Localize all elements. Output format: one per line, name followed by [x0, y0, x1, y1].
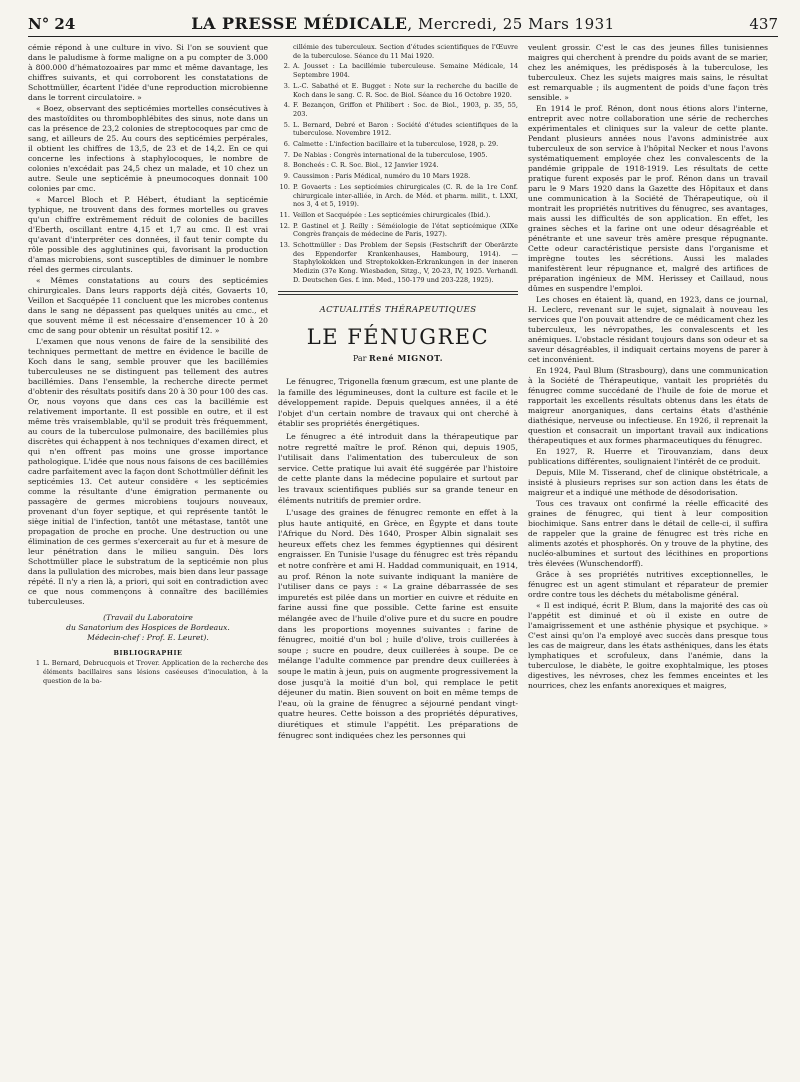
reference-text: L. Bernard, Debrucquois et Trover. Application de la recherche des éléments bacillaires sans lésions caséeuses d'inoculation, à la question de la ba-: [43, 659, 268, 685]
reference-number: 11.: [279, 210, 290, 219]
reference-number: 6.: [283, 140, 290, 149]
paragraph: « Marcel Bloch et P. Hébert, étudiant la septicémie typhique, ne trouvent dans des formes mortelles ou graves qu'un chiffre extrêmement réduit de colonies de bacilles d'Eberth, oscillant entre 4,15 et 1,7 au cmc. Il est vrai qu'avant d'interpréter ces données, il faut tenir compte du rôle possible des agglutinines qui, favorisant la production d'amas microbiens, sont susceptibles de diminuer le nombre réel des germes circulants.: [28, 195, 268, 274]
reference-text: P. Govaerts : Les septicémies chirurgicales (C. R. de la 1re Conf. chirurgicale inter-alliée, in Arch. de Méd. et pharm. milit., t. LXXI, nos 3, 4 et 5, 1919).: [293, 182, 518, 209]
reference-text: Veillon et Sacquépée : Les septicémies chirurgicales (Ibid.).: [293, 210, 491, 219]
reference-text: A. Jousset : La bacillémie tuberculeuse. Semaine Médicale, 14 Septembre 1904.: [293, 62, 518, 80]
reference-number: 10.: [279, 182, 290, 191]
issue-number: N° 24: [28, 15, 76, 33]
paragraph: Le fénugrec, Trigonella fœnum græcum, est une plante de la famille des légumineuses, dont la culture est facile et le développement rapide. Depuis quelques années, il a été l'objet d'un certain nombre de travaux qui ont cherché à établir ses propriétés énergétiques.: [278, 376, 518, 429]
page-number: 437: [749, 15, 778, 33]
reference-item: [278, 101, 518, 118]
reference-text: F. Bezançon, Griffon et Philibert : Soc. de Biol., 1903, p. 35, 55, 203.: [293, 101, 518, 118]
reference-item: [278, 211, 518, 220]
publication-title: LA PRESSE MÉDICALE: [191, 14, 408, 33]
paragraph: « Mêmes constatations au cours des septicémies chirurgicales. Dans leurs rapports déjà cités, Govaerts 10, Veillon et Sacquépée 11 concluent que les microbes contenus dans le sang ne dépassent pas quelques unités au cmc., et que souvent même il est nécessaire d'ensemencer 10 à 20 cmc de sang pour obtenir un résultat positif 12. »: [28, 276, 268, 335]
byline: [278, 353, 518, 365]
reference-text: L. Bernard, Debré et Baron : Société d'études scientifiques de la tuberculose. Novembre 1912.: [293, 120, 518, 138]
paragraph: En 1924, Paul Blum (Strasbourg), dans une communication à la Société de Thérapeutique, vantait les propriétés du fénugrec comme succédané de l'huile de foie de morue et rapportait les excellents résultats obtenus dans les états de maigreur anorganiques, dans certains états d'asthénie diathésique, nerveuse ou infectieuse. En 1926, il reprenait la question et consacrait un important travail aux indications thérapeutiques et aux formes pharmaceutiques du fénugrec.: [528, 366, 768, 445]
reference-item: [278, 183, 518, 209]
reference-item: [278, 222, 518, 239]
reference-item: [278, 43, 518, 60]
paragraph: Les choses en étaient là, quand, en 1923, dans ce journal, H. Leclerc, revenant sur le sujet, signalait à nouveau les services que l'on pouvait attendre de ce médicament chez les tuberculeux, les névropathes, les convalescents et les anémiques. L'obstacle résidant toujours dans son odeur et sa saveur désagréables, il indiquait certains moyens de parer à cet inconvénient.: [528, 295, 768, 364]
reference-text: De Nabias : Congrès international de la tuberculose, 1905.: [293, 150, 488, 159]
reference-number: 8.: [283, 161, 290, 170]
reference-item: [278, 151, 518, 160]
paragraph: L'examen que nous venons de faire de la sensibilité des techniques permettant de mettre en évidence le bacille de Koch dans le sang, semble prouver que les bacillémies tuberculeuses ne se distinguent pas tellement des autres bacillémies. Dans l'ensemble, la recherche directe permet d'obtenir des résultats positifs dans 20 à 30 pour 100 des cas. Or, nous voyons que dans ces cas la bacillémie est relativement importante. Il est possible en outre, et il est même très vraisemblable, qu'il se produit très fréquemment, au cours de la tuberculose pulmonaire, des bacillémies plus discrètes qui échappent à nos techniques d'examen direct, et qui n'en offrent pas moins une grosse importance pathologique. L'idée que nous nous faisons de ces bacillémies cadre parfaitement avec la façon dont Schottmüller définit les septicémies 13. Cet auteur considère « les septicémies comme la résultante d'une émigration permanente ou passagère de germes microbiens toujours nouveaux, provenant d'un foyer septique, et qui représente tantôt le siège initial de l'infection, tantôt une métastase, tantôt une propagation de proche en proche. Une destruction ou une élimination de ces germes s'exercerait au fur et à mesure de leur pénétration dans le milieu sanguin. Dès lors Schottmüller place le substratum de la septicémie non plus dans la pullulation des microbes, mais bien dans leur passage répété. Il n'y a rien là, a priori, qui soit en contradiction avec ce que nous commençons à connaître des bacillémies tuberculeuses.: [28, 337, 268, 606]
byline-prefix: Par: [352, 354, 367, 364]
reference-item: [278, 121, 518, 138]
text-columns: [28, 43, 778, 743]
reference-list: [278, 43, 518, 285]
reference-item: [278, 241, 518, 285]
reference-text: Calmette : L'infection bacillaire et la tuberculose, 1928, p. 29.: [293, 140, 499, 149]
reference-text: Schottmüller : Das Problem der Sepsis (Festschrift der Oberärzte des Eppendorfer Krankenhauses, Hambourg, 1914). — Staphylokokken und Streptokokken-Erkrankungen in der inneren Medizin (37e Kong. Wiesbaden, Sitzg., V, 20-23, IV, 1925. Verhandl. D. Deutschen Ges. f. inn. Med., 150-179 und 203-228, 1925).: [293, 241, 518, 284]
masthead: [191, 14, 614, 33]
paragraph: veulent grossir. C'est le cas des jeunes filles tunisiennes maigres qui cherchent à prendre du poids avant de se marier, chez les anémiques, les prédisposés à la tuberculose, les tuberculeux. Chez les sujets maigres mais sains, le résultat est remarquable ; ils augmentent de poids d'une façon très sensible. »: [528, 43, 768, 102]
section-kicker: ACTUALITÉS THÉRAPEUTIQUES: [319, 304, 477, 315]
work-credit-line: du Sanatorium des Hospices de Bordeaux.: [66, 623, 230, 632]
reference-item: [278, 140, 518, 149]
bibliography-heading: BIBLIOGRAPHIE: [113, 649, 183, 657]
paragraph: « Boez, observant des septicémies mortelles consécutives à des mastoïdites ou thrombophlébites des sinus, note dans un cas la présence de 23,2 colonies de streptocoques par cmc de sang, et ailleurs de 25. Au cours des septicémies perpérales, il obtient les chiffres de 13,5, de 23 et de 14,2. En ce qui concerne les infections à staphylocoques, le nombre de colonies n'excédait pas 24,5 chez un malade, et 10 chez un autre. Seule une septicémie à pneumocoques donnait 100 colonies par cmc.: [28, 104, 268, 193]
reference-number: 13.: [279, 241, 290, 250]
reference-number: 12.: [279, 221, 290, 230]
paragraph: Depuis, Mlle M. Tisserand, chef de clinique obstétricale, a insisté à plusieurs reprises sur son action dans les états de maigreur et a indiqué une méthode de désodorisation.: [528, 468, 768, 497]
column-middle: [278, 43, 518, 743]
reference-text: L.-C. Sabathé et E. Bugget : Note sur la recherche du bacille de Koch dans le sang. C. R. Soc. de Biol. Séance du 16 Octobre 1920.: [293, 81, 518, 99]
paragraph: Grâce à ses propriétés nutritives exceptionnelles, le fénugrec est un agent stimulant et réparateur de premier ordre contre tous les déchets du métabolisme général.: [528, 570, 768, 599]
author-name: René MIGNOT.: [369, 353, 444, 364]
reference-list: [28, 659, 268, 685]
reference-number: 7.: [283, 150, 290, 159]
reference-text: P. Gastinel et J. Reilly : Séméiologie de l'état septicémique (XIXe Congrès français de médecine de Paris, 1927).: [293, 221, 518, 239]
work-credit: [28, 613, 268, 643]
reference-number: 3.: [283, 81, 290, 90]
reference-number: 2.: [283, 62, 290, 71]
reference-text: Boncheés : C. R. Soc. Biol., 12 Janvier 1924.: [293, 161, 439, 170]
paragraph: cémie répond à une culture in vivo. Si l'on se souvient que dans le paludisme à forme maligne on a pu compter de 3.000 à 800.000 d'hématozoaires par mmc et même davantage, les chiffres suivants, et qui corroborent les constatations de Schottmüller, écartent l'idée d'une reproduction microbienne dans le torrent circulatoire. »: [28, 43, 268, 102]
article-body: [278, 377, 518, 741]
column-right: [528, 43, 768, 743]
article-title: LE FÉNUGREC: [306, 324, 490, 349]
column-left: [28, 43, 268, 743]
paragraph: En 1914 le prof. Rénon, dont nous étions alors l'interne, entreprit avec notre collaboration une série de recherches expérimentales et cliniques sur la valeur de cette plante. Pendant plusieurs années nous l'avons administrée aux tuberculeux de son service à l'hôpital Necker et nous l'avons systématiquement employée chez les convalescents de la pandémie grippale de 1918-1919. Les résultats de cette pratique furent exposés par le prof. Rénon dans un travail paru le 9 Mars 1920 dans la Gazette des Hôpitaux et dans une communication à la Société de Thérapeutique, où il montrait les propriétés nutritives du fénugrec, ses avantages, mais aussi les difficultés de son application. En effet, les graines sèches et la farine ont une odeur désagréable et pénétrante et une saveur très amère presque répugnante. Cette odeur caractéristique persiste dans l'organisme et imprègne toutes les sécrétions. Aussi les malades manifestèrent leur répugnance et, malgré des artifices de préparation ingénieux de MM. Herissey et Caillaud, nous dûmes en suspendre l'emploi.: [528, 104, 768, 293]
reference-number: [278, 43, 290, 60]
reference-text: cillémie des tuberculeux. Section d'études scientifiques de l'Œuvre de la tuberculose. Séance du 11 Mai 1920.: [293, 43, 518, 60]
paragraph: Le fénugrec a été introduit dans la thérapeutique par notre regretté maître le prof. Rénon qui, depuis 1905, l'utilisait dans l'alimentation des tuberculeux de son service. Cette pratique lui avait été suggérée par l'histoire de cette plante dans la médecine populaire et surtout par les travaux scientifiques publiés sur sa grande teneur en éléments nutritifs de premier ordre.: [278, 431, 518, 505]
reference-item: [278, 62, 518, 79]
reference-item: [278, 82, 518, 99]
work-credit-line: (Travail du Laboratoire: [103, 613, 193, 622]
reference-item: [28, 659, 268, 685]
paragraph: En 1927, R. Huerre et Tirouvanziam, dans deux publications différentes, soulignaient l'intérêt de ce produit.: [528, 447, 768, 466]
paragraph: « Il est indiqué, écrit P. Blum, dans la majorité des cas où l'appétit est diminué et où il existe en outre de l'amaigrissement et une asthénie physique et psychique. » C'est ainsi qu'on l'a employé avec succès dans presque tous les cas de maigreur, dans les états asthéniques, dans les états lymphatiques et scrofuleux, dans l'anémie, dans la tuberculose, le diabète, le goitre exophtalmique, les ptoses digestives, les névroses, chez les femmes enceintes et les nourrices, chez les enfants anorexiques et maigres,: [528, 601, 768, 690]
running-header: [28, 14, 778, 37]
reference-number: 5.: [283, 120, 290, 129]
reference-text: Caussimon : Paris Médical, numéro du 10 Mars 1928.: [293, 172, 471, 181]
paragraph: L'usage des graines de fénugrec remonte en effet à la plus haute antiquité, en Grèce, en Égypte et dans toute l'Afrique du Nord. Dès 1640, Prosper Albin signalait ses heureux effets chez les femmes égyptiennes qui désirent engraisser. En Tunisie l'usage du fénugrec est très répandu et notre confrère et ami H. Haddad communiquait, en 1914, au prof. Rénon la note suivante indiquant la manière de l'utiliser dans ce pays : « La graine débarrassée de ses impuretés est pilée dans un mortier en cuivre et réduite en farine aussi fine que possible. Cette farine est ensuite mélangée avec de l'huile d'olive pure et du sucre en poudre dans les proportions moyennes suivantes : farine de fénugrec, moitié d'un bol ; huile d'olive, trois cuillerées à soupe ; sucre en poudre, deux cuillerées à soupe. De ce mélange l'adulte commence par prendre deux cuillerées à soupe le matin à jeun, puis on augmente progressivement la dose jusqu'à la moitié d'un bol, qui remplace le petit déjeuner du matin. Bien souvent on boit en même temps de l'eau, où la graine de fénugrec a séjourné pendant vingt-quatre heures. Cette boisson a des propriétés dépuratives, diurétiques et stimule l'appétit. Les préparations de fénugrec sont indiquées chez les personnes qui: [278, 508, 518, 740]
reference-number: 9.: [283, 172, 290, 181]
section-divider: [278, 294, 518, 295]
reference-item: [278, 161, 518, 170]
paragraph: Tous ces travaux ont confirmé la réelle efficacité des graines de fénugrec, qui tient à leur composition biochimique. Sans entrer dans le détail de celle-ci, il suffira de rappeler que la graine de fénugrec est très riche en aliments azotés et phosphorés. On y trouve de la phytine, des nucléo-albumines et surtout des lécithines en proportions très élevées (Wunschendorff).: [528, 499, 768, 568]
reference-item: [278, 172, 518, 181]
issue-date: , Mercredi, 25 Mars 1931: [407, 15, 615, 33]
reference-number: 1: [35, 659, 40, 668]
section-divider: [278, 291, 518, 292]
reference-number: 4.: [283, 101, 290, 110]
work-credit-line: Médecin-chef : Prof. E. Leuret).: [87, 633, 209, 642]
